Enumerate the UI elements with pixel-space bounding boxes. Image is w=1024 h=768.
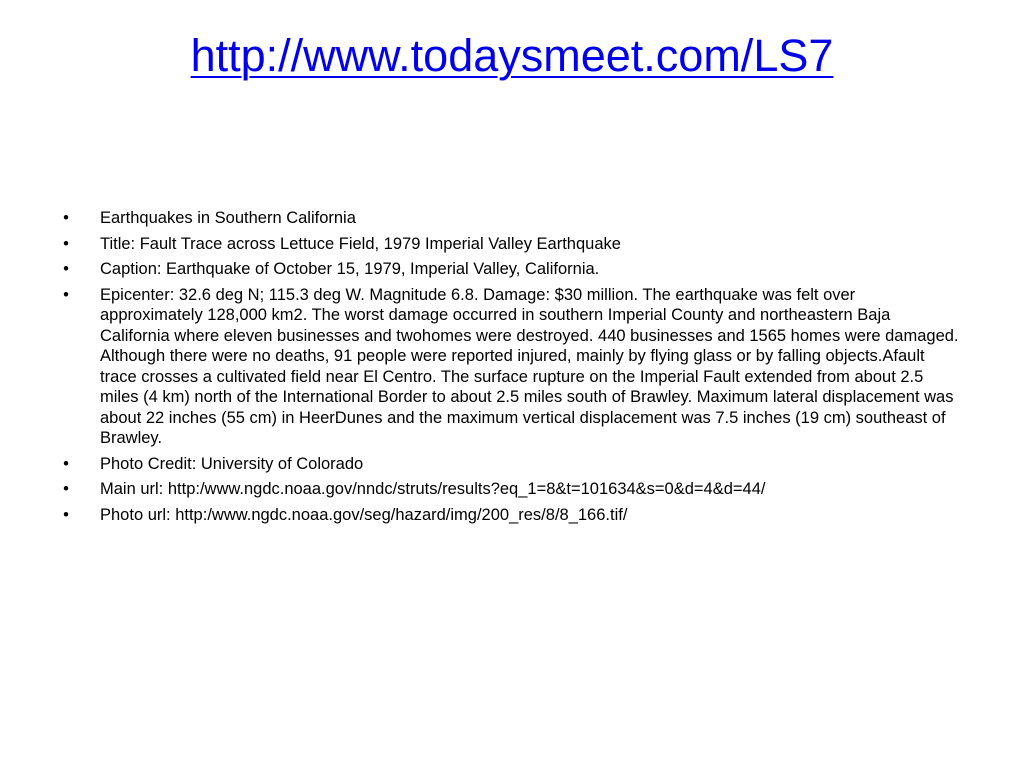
- bullet-text: Caption: Earthquake of October 15, 1979, Imperial Valley, California.: [100, 260, 600, 278]
- bullet-text: Photo Credit: University of Colorado: [100, 454, 364, 473]
- bullet-item-photo-url: [60, 505, 960, 526]
- bullet-dot-icon: •: [63, 454, 69, 473]
- bullet-dot-icon: •: [63, 209, 69, 227]
- bullet-dot-icon: •: [63, 234, 69, 253]
- bullet-item-topic: [60, 208, 960, 229]
- bullet-dot-icon: •: [63, 505, 69, 524]
- bullet-text: Main url: http:/www.ngdc.noaa.gov/nndc/struts/results?eq_1=8&t=101634&s=0&d=4&d=44/: [100, 480, 766, 498]
- bullet-item-main-url: [60, 479, 960, 500]
- bullet-text: Earthquakes in Southern California: [100, 209, 356, 227]
- bullet-text: Photo url: http:/www.ngdc.noaa.gov/seg/hazard/img/200_res/8/8_166.tif/: [100, 505, 628, 524]
- bullet-item-photo-credit: [60, 454, 960, 475]
- bullet-item-title: [60, 234, 960, 255]
- bullet-item-caption: [60, 259, 960, 280]
- bullet-item-epicenter: [60, 285, 960, 449]
- title-link[interactable]: http://www.todaysmeet.com/LS7: [190, 30, 834, 81]
- bullet-dot-icon: •: [63, 260, 69, 278]
- bullet-text: Title: Fault Trace across Lettuce Field, 1979 Imperial Valley Earthquake: [100, 234, 621, 253]
- bullet-dot-icon: •: [63, 480, 69, 498]
- bullet-dot-icon: •: [63, 285, 69, 304]
- bullet-list: [60, 208, 960, 530]
- bullet-text: Epicenter: 32.6 deg N; 115.3 deg W. Magnitude 6.8. Damage: $30 million. The earthquake was felt over approximately 128,000 km2. The worst damage occurred in southern Imperial County and northeastern Baja California where eleven businesses and twohomes were destroyed. 440 businesses and 1565 homes were damaged. Although there were no deaths, 91 people were reported injured, mainly by flying glass or by falling objects.Afault trace crosses a cultivated field near El Centro. The surface rupture on the Imperial Fault extended from about 2.5 miles (4 km) north of the International Border to about 2.5 miles south of Brawley. Maximum lateral displacement was about 22 inches (55 cm) in HeerDunes and the maximum vertical displacement was 7.5 inches (19 cm) southeast of Brawley.: [100, 285, 959, 447]
